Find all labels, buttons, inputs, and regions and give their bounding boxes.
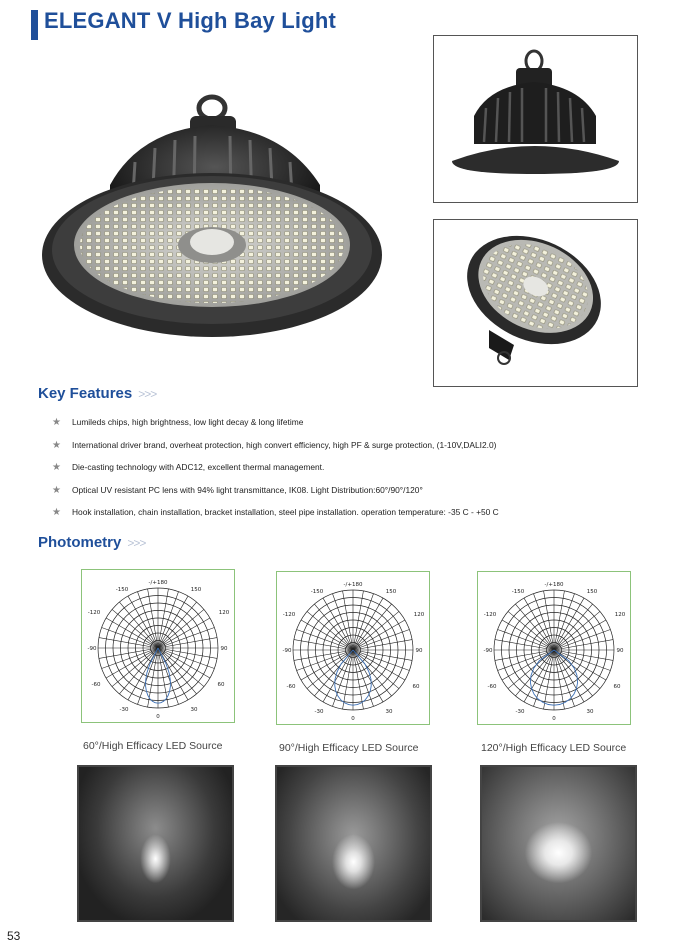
- label-neg150: -150: [511, 589, 525, 595]
- feature-text: Lumileds chips, high brightness, low light decay & long lifetime: [72, 417, 304, 427]
- caption-120: 120°/High Efficacy LED Source: [481, 742, 627, 754]
- label-150: 150: [586, 589, 598, 595]
- polar-chart-90: [276, 571, 430, 725]
- main-product-image: [40, 90, 385, 345]
- title-accent-bar: [31, 10, 38, 40]
- feature-text: Die-casting technology with ADC12, excellent thermal management.: [72, 462, 325, 472]
- label-30: 30: [385, 709, 393, 715]
- beam-photo-90: [275, 765, 432, 922]
- label-0: 0: [156, 714, 160, 720]
- feature-item: [52, 462, 324, 473]
- label-60: 60: [217, 682, 225, 688]
- label-60: 60: [412, 684, 420, 690]
- label-neg90: -90: [87, 646, 97, 652]
- feature-item: [52, 507, 499, 518]
- label-neg30: -30: [119, 707, 129, 713]
- label-120: 120: [218, 610, 230, 616]
- label-neg150: -150: [310, 589, 324, 595]
- beam-photo-120: [480, 765, 637, 922]
- page-number: 53: [7, 929, 21, 943]
- feature-text: International driver brand, overheat protection, high convert efficiency, high PF & surge protection, (1-10V,DALI2.0): [72, 440, 497, 450]
- page-title: ELEGANT V High Bay Light: [44, 8, 337, 33]
- label-neg30: -30: [515, 709, 525, 715]
- label-neg120: -120: [282, 612, 296, 618]
- label-neg60: -60: [487, 684, 497, 690]
- label-neg120: -120: [483, 612, 497, 618]
- feature-item: [52, 417, 303, 428]
- star-icon: ★: [52, 485, 61, 496]
- feature-item: [52, 440, 496, 451]
- star-icon: ★: [52, 462, 61, 473]
- label-0: 0: [552, 716, 556, 722]
- beam-photo-60: [77, 765, 234, 922]
- caption-60: 60°/High Efficacy LED Source: [83, 740, 223, 752]
- label-90: 90: [616, 648, 624, 654]
- star-icon: ★: [52, 440, 61, 451]
- feature-item: [52, 485, 423, 496]
- label-120: 120: [413, 612, 425, 618]
- label-neg60: -60: [286, 684, 296, 690]
- side-view-image: [433, 35, 638, 203]
- label-0: 0: [351, 716, 355, 722]
- label-90: 90: [415, 648, 423, 654]
- label-30: 30: [190, 707, 198, 713]
- photometry-arrows: >>>: [127, 536, 146, 550]
- label-neg60: -60: [91, 682, 101, 688]
- label-180: -/+180: [148, 580, 168, 586]
- key-features-title: Key Features: [38, 385, 133, 402]
- key-features-heading: [38, 385, 156, 402]
- label-neg150: -150: [115, 587, 129, 593]
- label-neg90: -90: [483, 648, 493, 654]
- photometry-heading: [38, 534, 145, 551]
- feature-text: Optical UV resistant PC lens with 94% light transmittance, IK08. Light Distribution:60°/90°/120°: [72, 485, 423, 495]
- angled-face-image: [433, 219, 638, 387]
- feature-text: Hook installation, chain installation, bracket installation, steel pipe installation. operation temperature: -35 C - +50 C: [72, 507, 499, 517]
- label-150: 150: [190, 587, 202, 593]
- label-neg120: -120: [87, 610, 101, 616]
- label-neg30: -30: [314, 709, 324, 715]
- label-150: 150: [385, 589, 397, 595]
- label-180: -/+180: [544, 582, 564, 588]
- star-icon: ★: [52, 417, 61, 428]
- caption-90: 90°/High Efficacy LED Source: [279, 742, 419, 754]
- key-features-arrows: >>>: [138, 387, 157, 401]
- label-180: -/+180: [343, 582, 363, 588]
- polar-chart-60: [81, 569, 235, 723]
- star-icon: ★: [52, 507, 61, 518]
- label-30: 30: [586, 709, 594, 715]
- label-90: 90: [220, 646, 228, 652]
- label-120: 120: [614, 612, 626, 618]
- polar-chart-120: [477, 571, 631, 725]
- label-60: 60: [613, 684, 621, 690]
- photometry-title: Photometry: [38, 534, 122, 551]
- label-neg90: -90: [282, 648, 292, 654]
